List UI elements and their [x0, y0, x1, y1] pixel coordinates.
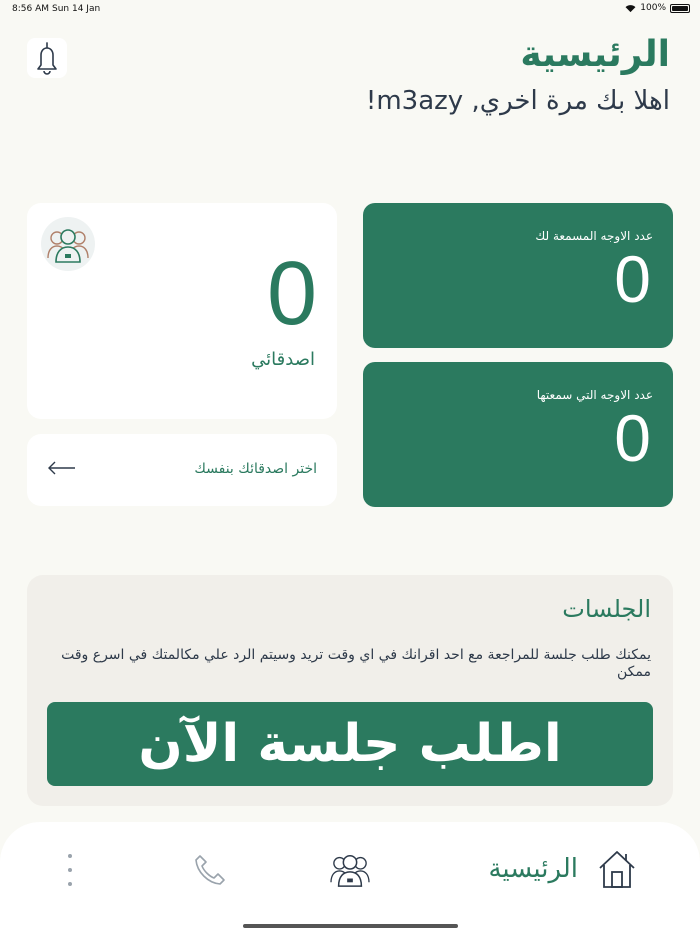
listened-faces-value: 0 — [614, 401, 651, 475]
listened-faces-card — [363, 362, 673, 507]
sessions-description: يمكنك طلب جلسة للمراجعة مع احد اقرانك في اي وقت تريد وسيتم الرد علي مكالمتك في اسرع وقت ممكن — [61, 647, 651, 680]
notifications-button[interactable] — [27, 38, 67, 78]
friends-count: 0 — [266, 244, 317, 344]
tab-more[interactable] — [62, 852, 78, 892]
request-session-button[interactable]: اطلب جلسة الآن — [47, 702, 653, 786]
status-time: 8:56 AM — [12, 4, 49, 14]
friends-group-icon — [45, 224, 91, 264]
friends-group-icon — [328, 850, 372, 888]
heard-faces-value: 0 — [614, 242, 651, 316]
home-icon — [596, 848, 638, 890]
tab-home[interactable] — [488, 848, 638, 890]
status-right — [625, 3, 690, 13]
heard-faces-label: عدد الاوجه المسمعة لك — [535, 229, 653, 243]
home-indicator — [243, 924, 458, 928]
status-bar — [0, 0, 700, 18]
more-vertical-icon — [62, 852, 78, 888]
tab-home-label: الرئيسية — [488, 854, 578, 884]
heard-faces-card — [363, 203, 673, 348]
tab-calls[interactable] — [192, 852, 228, 892]
battery-icon — [670, 4, 690, 13]
tab-bar — [0, 822, 700, 934]
battery-percent: 100% — [640, 3, 666, 13]
sessions-panel — [27, 575, 673, 806]
arrow-left-icon — [47, 460, 77, 476]
choose-friends-button[interactable] — [27, 434, 337, 506]
choose-friends-label: اختر اصدقائك بنفسك — [194, 461, 317, 477]
phone-icon — [192, 852, 228, 888]
wifi-icon — [625, 4, 636, 13]
tab-friends[interactable] — [328, 850, 372, 892]
friends-avatar — [41, 217, 95, 271]
listened-faces-label: عدد الاوجه التي سمعتها — [536, 388, 653, 402]
page-title: الرئيسية — [520, 34, 670, 75]
status-date: Sun 14 Jan — [52, 4, 101, 14]
friends-card[interactable] — [27, 203, 337, 419]
greeting-text: اهلا بك مرة اخري, m3azy! — [365, 86, 670, 116]
bell-icon — [32, 41, 62, 75]
friends-label: اصدقائي — [251, 349, 315, 370]
sessions-heading: الجلسات — [562, 595, 651, 623]
